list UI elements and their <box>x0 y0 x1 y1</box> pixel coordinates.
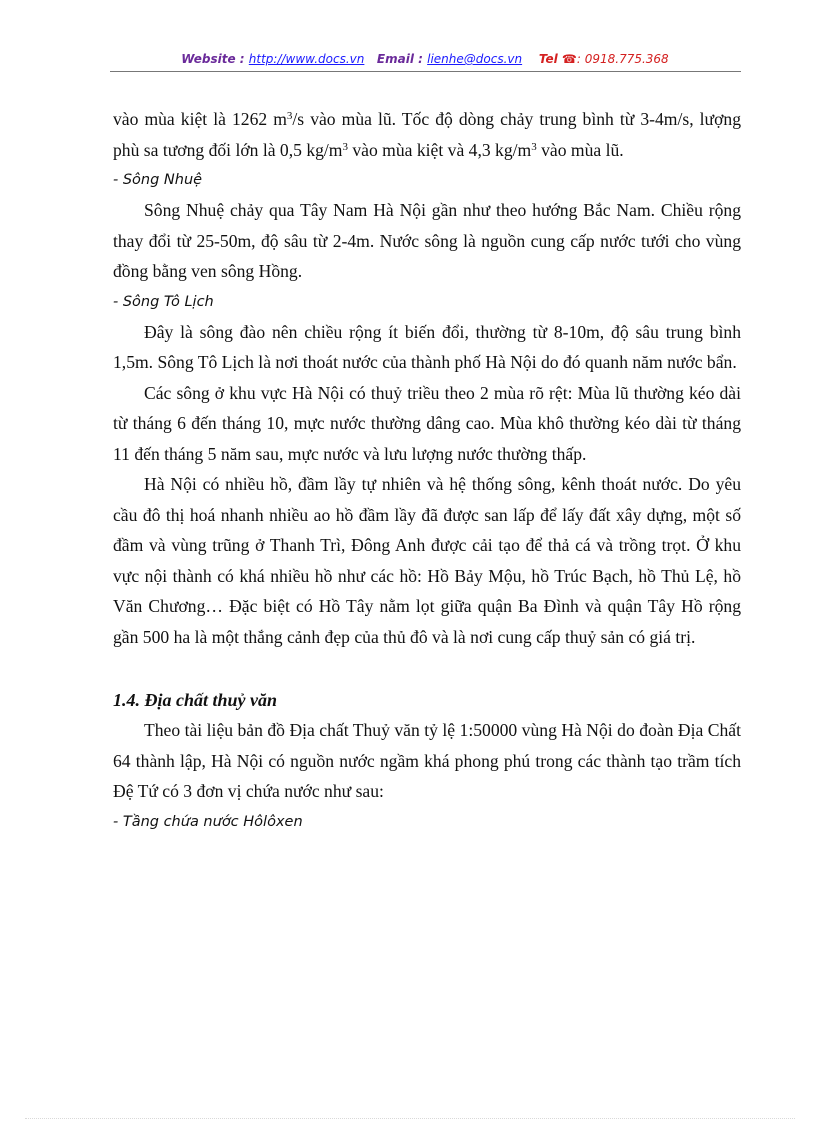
paragraph-2: Sông Nhuệ chảy qua Tây Nam Hà Nội gần như theo hướng Bắc Nam. Chiều rộng thay đổi từ 25-50m, độ sâu từ 2-4m. Nước sông là nguồn cung cấp nước tưới cho vùng đồng bằng ven sông Hồng. <box>113 200 741 281</box>
subheading-holoxen: - Tầng chứa nước Hôlôxen <box>113 813 303 830</box>
subheading-song-nhue: - Sông Nhuệ <box>113 172 203 188</box>
phone-icon: ☎ <box>561 52 577 66</box>
website-label: Website : <box>181 52 245 66</box>
paragraph-5: Hà Nội có nhiều hồ, đầm lầy tự nhiên và hệ thống sông, kênh thoát nước. Do yêu cầu đô thị hoá nhanh nhiều ao hồ đầm lầy đã được san lấp để lấy đất xây dựng, một số đầm và vùng trũng ở Thanh Trì, Đông Anh được cải tạo để thả cá và trồng trọt. Ở khu vực nội thành có khá nhiều hồ như các hồ: Hồ Bảy Mộu, hồ Trúc Bạch, hồ Thủ Lệ, hồ Văn Chương… Đặc biệt có Hồ Tây nằm lọt giữa quận Ba Đình và quận Tây Hồ rộng gần 500 ha là một thắng cảnh đẹp của thủ đô và là nơi cung cấp thuỷ sản có giá trị. <box>113 474 741 647</box>
footer-divider <box>25 1118 795 1119</box>
paragraph-3: Đây là sông đào nên chiều rộng ít biến đổi, thường từ 8-10m, độ sâu trung bình 1,5m. Sông Tô Lịch là nơi thoát nước của thành phố Hà Nội do đó quanh năm nước bẩn. <box>113 321 741 372</box>
paragraph-6: Theo tài liệu bản đồ Địa chất Thuỷ văn tỷ lệ 1:50000 vùng Hà Nội do đoàn Địa Chất 64 thành lập, Hà Nội có nguồn nước ngầm khá phong phú trong các thành tạo trầm tích Đệ Tứ có 3 đơn vị chứa nước như sau: <box>113 720 741 801</box>
email-link[interactable]: lienhe@docs.vn <box>427 52 523 66</box>
subheading-song-to-lich: - Sông Tô Lịch <box>113 293 214 310</box>
document-body <box>113 104 741 837</box>
tel-label: Tel <box>538 52 558 66</box>
website-link[interactable]: http://www.docs.vn <box>248 52 365 66</box>
paragraph-4: Các sông ở khu vực Hà Nội có thuỷ triều theo 2 mùa rõ rệt: Mùa lũ thường kéo dài từ tháng 6 đến tháng 10, mực nước thường dâng cao. Mùa khô thường kéo dài từ tháng 11 đến tháng 5 năm sau, mực nước và lưu lượng nước thường thấp. <box>113 382 741 464</box>
email-label: Email <box>376 52 414 66</box>
header-divider <box>110 71 741 72</box>
phone-number: : 0918.775.368 <box>576 52 669 66</box>
section-heading: 1.4. Địa chất thuỷ văn <box>113 690 278 710</box>
page-header <box>110 52 740 66</box>
email-separator: : <box>413 52 423 66</box>
paragraph-1: vào mùa kiệt là 1262 $m^3/s$ vào mùa lũ. Tốc độ dòng chảy trung bình từ 3-4m/s, lượng phù sa tương đối lớn là 0,5 $kg/m^3$ vào mùa kiệt và 4,3 $kg/m^3$ vào mùa lũ. <box>113 109 741 160</box>
